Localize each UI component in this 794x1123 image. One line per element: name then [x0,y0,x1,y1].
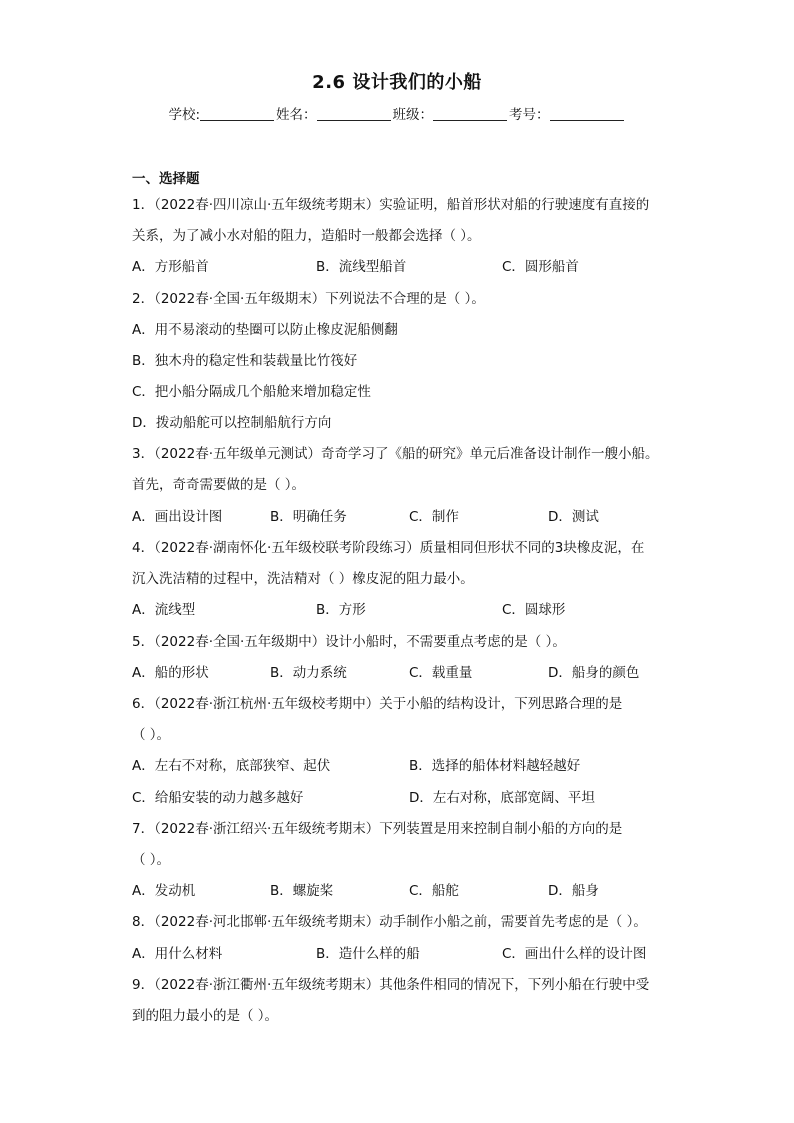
question-9-line-2: 到的阻力最小的是（ ）。 [132,1008,279,1024]
question-5-option-a: A．船的形状 [132,665,209,681]
question-5-option-d: D．船身的颜色 [548,665,640,681]
exam-number-label: 考号： [509,107,550,123]
question-5-option-b: B．动力系统 [270,665,347,681]
question-4-line-2: 沉入洗洁精的过程中，洗洁精对（ ）橡皮泥的阻力最小。 [132,571,474,587]
page-title: 2.6 设计我们的小船 [312,72,482,93]
question-5-option-c: C．载重量 [409,665,473,681]
question-8-option-c: C．画出什么样的设计图 [502,946,647,962]
question-2-option-c: C．把小船分隔成几个船舱来增加稳定性 [132,384,371,400]
question-7-option-b: B．螺旋桨 [270,883,334,899]
student-info-line [0,103,794,123]
question-4-option-a: A．流线型 [132,602,196,618]
question-7-line-1: 7．（2022春·浙江绍兴·五年级统考期末）下列装置是用来控制自制小船的方向的是 [132,821,623,837]
school-blank[interactable] [200,107,274,121]
name-label: 姓名： [276,107,317,123]
question-6-line-2: （ ）。 [132,727,171,743]
question-6-option-a: A．左右不对称，底部狭窄、起伏 [132,758,331,774]
question-2-option-b: B．独木舟的稳定性和装载量比竹筏好 [132,353,358,369]
question-1-option-a: A．方形船首 [132,259,209,275]
question-7-option-c: C．船舵 [409,883,459,899]
question-2-option-a: A．用不易滚动的垫圈可以防止橡皮泥船侧翻 [132,322,398,338]
class-label: 班级： [392,107,434,123]
question-2-option-d: D．拨动船舵可以控制船航行方向 [132,415,332,431]
question-1-option-c: C．圆形船首 [502,259,579,275]
question-3-option-d: D．测试 [548,509,599,525]
question-6-line-1: 6．（2022春·浙江杭州·五年级校考期中）关于小船的结构设计，下列思路合理的是 [132,696,623,712]
question-8-option-a: A．用什么材料 [132,946,223,962]
question-7-option-a: A．发动机 [132,883,196,899]
exam-number-blank[interactable] [550,107,624,121]
school-label: 学校: [168,107,201,123]
question-7-option-d: D．船身 [548,883,599,899]
name-blank[interactable] [317,107,391,121]
question-3-line-1: 3．（2022春·五年级单元测试）奇奇学习了《船的研究》单元后准备设计制作一艘小船。 [132,446,659,462]
question-2-line-1: 2．（2022春·全国·五年级期末）下列说法不合理的是（ ）。 [132,291,485,307]
question-3-option-a: A．画出设计图 [132,509,223,525]
question-8-option-b: B．造什么样的船 [316,946,420,962]
question-7-line-2: （ ）。 [132,852,171,868]
class-blank[interactable] [433,107,507,121]
question-6-option-d: D．左右对称，底部宽阔、平坦 [409,790,595,806]
question-9-line-1: 9．（2022春·浙江衢州·五年级统考期末）其他条件相同的情况下，下列小船在行驶中受 [132,977,650,993]
question-6-option-b: B．选择的船体材料越轻越好 [409,758,581,774]
question-1-line-2: 关系，为了减小水对船的阻力，造船时一般都会选择（ ）。 [132,228,481,244]
question-4-line-1: 4．（2022春·湖南怀化·五年级校联考阶段练习）质量相同但形状不同的3块橡皮泥，在 [132,540,645,556]
question-8-line-1: 8．（2022春·河北邯郸·五年级统考期末）动手制作小船之前，需要首先考虑的是（ ）。 [132,914,647,930]
question-4-option-c: C．圆球形 [502,602,566,618]
question-3-line-2: 首先，奇奇需要做的是（ ）。 [132,477,306,493]
question-6-option-c: C．给船安装的动力越多越好 [132,790,304,806]
question-1-line-1: 1．（2022春·四川凉山·五年级统考期末）实验证明，船首形状对船的行驶速度有直接的 [132,197,650,213]
question-3-option-b: B．明确任务 [270,509,347,525]
question-5-line-1: 5．（2022春·全国·五年级期中）设计小船时，不需要重点考虑的是（ ）。 [132,634,566,650]
question-3-option-c: C．制作 [409,509,459,525]
question-1-option-b: B．流线型船首 [316,259,407,275]
question-4-option-b: B．方形 [316,602,366,618]
section-title: 一、选择题 [132,171,200,187]
